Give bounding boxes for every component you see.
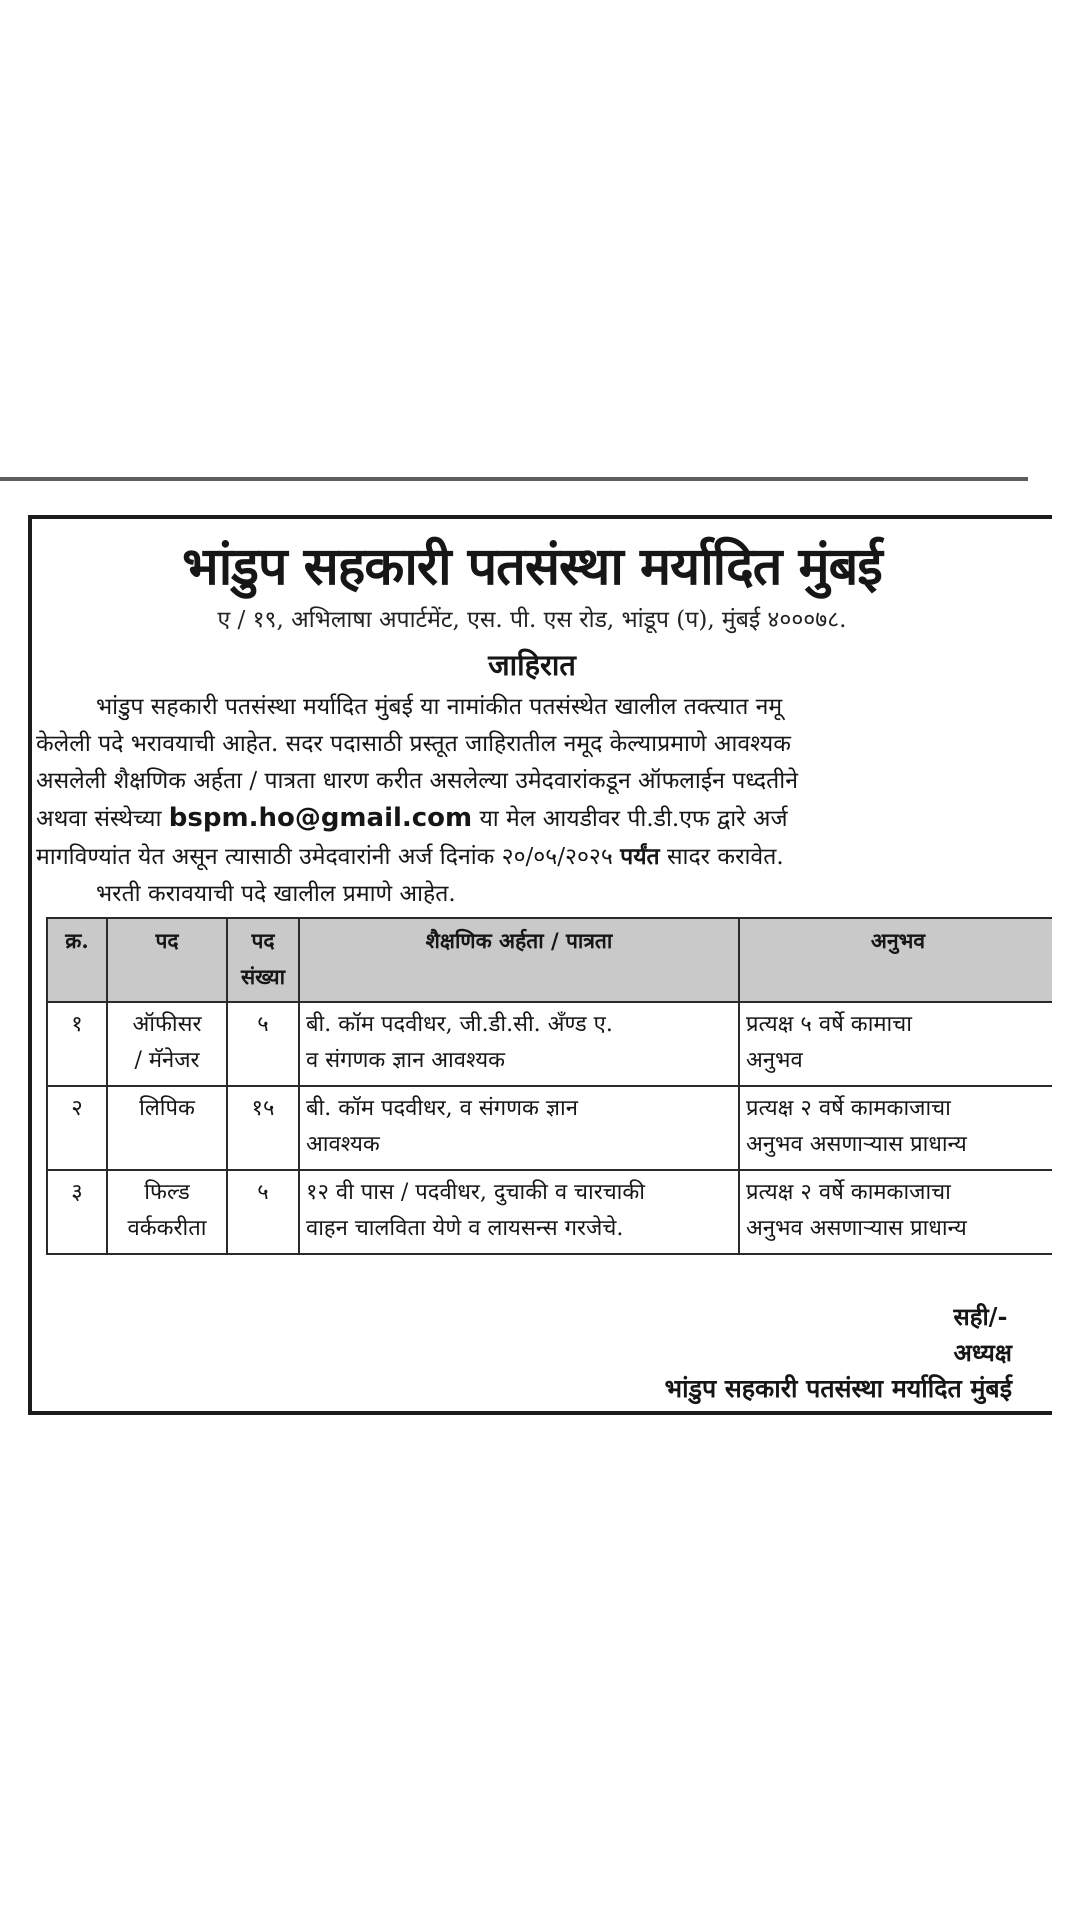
cell-post — [107, 1170, 227, 1254]
header-count-line: पद — [251, 928, 275, 953]
organization-title: भांडुप सहकारी पतसंस्था मर्यादित मुंबई — [182, 536, 882, 597]
header-serial-no: क्र. — [47, 918, 107, 1002]
cell-line: अनुभव असणाऱ्यास प्राधान्य — [746, 1132, 967, 1157]
paragraph-line-email — [36, 800, 1052, 838]
cell-experience — [739, 1086, 1052, 1170]
paragraph-text: या मेल आयडीवर पी.डी.एफ द्वारे अर्ज — [479, 806, 788, 832]
paragraph-text: मागविण्यांत येत असून त्यासाठी उमेदवारांनी अर्ज दिनांक — [36, 844, 495, 870]
cell-serial-no: २ — [47, 1086, 107, 1170]
cell-post-count: ५ — [227, 1002, 299, 1086]
paragraph-line: भरती करावयाची पदे खालील प्रमाणे आहेत. — [96, 881, 456, 907]
cell-qualification — [299, 1002, 739, 1086]
cell-line: वाहन चालविता येणे व लायसन्स गरजेचे. — [306, 1216, 624, 1241]
signature-signed: सही/- — [953, 1302, 1008, 1331]
cell-line: अनुभव — [746, 1048, 803, 1073]
cell-experience — [739, 1002, 1052, 1086]
cell-line: ऑफीसर — [132, 1012, 202, 1037]
paragraph-text: सादर करावेत. — [666, 844, 784, 870]
header-post-count — [227, 918, 299, 1002]
table-row — [47, 1002, 1052, 1086]
cell-line: अनुभव असणाऱ्यास प्राधान्य — [746, 1216, 967, 1241]
cell-line: बी. कॉम पदवीधर, जी.डी.सी. अँण्ड ए. — [306, 1012, 613, 1037]
cell-experience — [739, 1170, 1052, 1254]
paragraph-line: असलेली शैक्षणिक अर्हता / पात्रता धारण करीत असलेल्या उमेदवारांकडून ऑफलाईन पध्दतीने — [36, 768, 798, 794]
table-header-row — [47, 918, 1052, 1002]
header-experience: अनुभव — [739, 918, 1052, 1002]
cell-line: / मॅनेजर — [134, 1048, 200, 1073]
signature-organization: भांडुप सहकारी पतसंस्था मर्यादित मुंबई — [664, 1374, 1012, 1403]
notice-paragraph — [36, 689, 1052, 913]
top-divider — [0, 477, 1028, 481]
cell-qualification — [299, 1170, 739, 1254]
paragraph-line: भांडुप सहकारी पतसंस्था मर्यादित मुंबई या नामांकीत पतसंस्थेत खालील तक्त्यात नमू — [96, 694, 783, 720]
cell-line: वर्ककरीता — [127, 1216, 207, 1241]
deadline-word: पर्यंत — [620, 843, 660, 870]
signature-block — [665, 1299, 1012, 1407]
header-count-line: संख्या — [240, 964, 286, 989]
cell-line: १२ वी पास / पदवीधर, दुचाकी व चारचाकी — [306, 1180, 645, 1205]
contact-email: bspm.ho@gmail.com — [168, 803, 473, 833]
cell-line: फिल्ड — [144, 1180, 190, 1205]
cell-line: व संगणक ज्ञान आवश्यक — [306, 1048, 506, 1073]
cell-post — [107, 1002, 227, 1086]
cell-line: आवश्यक — [306, 1132, 380, 1157]
notice-heading: जाहिरात — [488, 648, 576, 682]
header-post: पद — [107, 918, 227, 1002]
cell-line: प्रत्यक्ष २ वर्षे कामकाजाचा — [746, 1180, 951, 1205]
cell-serial-no: ३ — [47, 1170, 107, 1254]
header-qualification: शैक्षणिक अर्हता / पात्रता — [299, 918, 739, 1002]
paragraph-line: केलेली पदे भरावयाची आहेत. सदर पदासाठी प्रस्तूत जाहिरातील नमूद केल्याप्रमाणे आवश्यक — [36, 731, 791, 757]
cell-line: लिपिक — [139, 1096, 195, 1121]
signature-designation: अध्यक्ष — [953, 1338, 1012, 1367]
cell-serial-no: १ — [47, 1002, 107, 1086]
paragraph-line-deadline — [36, 838, 1052, 876]
paragraph-text: अथवा संस्थेच्या — [36, 806, 162, 832]
deadline-date: २०/०५/२०२५ — [501, 844, 613, 870]
cell-post — [107, 1086, 227, 1170]
cell-qualification — [299, 1086, 739, 1170]
signature-lines — [954, 1299, 1013, 1371]
cell-post-count: ५ — [227, 1170, 299, 1254]
cell-post-count: १५ — [227, 1086, 299, 1170]
table-row — [47, 1086, 1052, 1170]
table-row — [47, 1170, 1052, 1254]
job-advertisement — [28, 515, 1052, 1415]
posts-table — [46, 917, 1052, 1255]
organization-address: ए / १९, अभिलाषा अपार्टमेंट, एस. पी. एस रोड, भांडूप (प), मुंबई ४०००७८. — [217, 607, 847, 633]
cell-line: बी. कॉम पदवीधर, व संगणक ज्ञान — [306, 1096, 578, 1121]
cell-line: प्रत्यक्ष ५ वर्षे कामाचा — [746, 1012, 912, 1037]
cell-line: प्रत्यक्ष २ वर्षे कामकाजाचा — [746, 1096, 951, 1121]
